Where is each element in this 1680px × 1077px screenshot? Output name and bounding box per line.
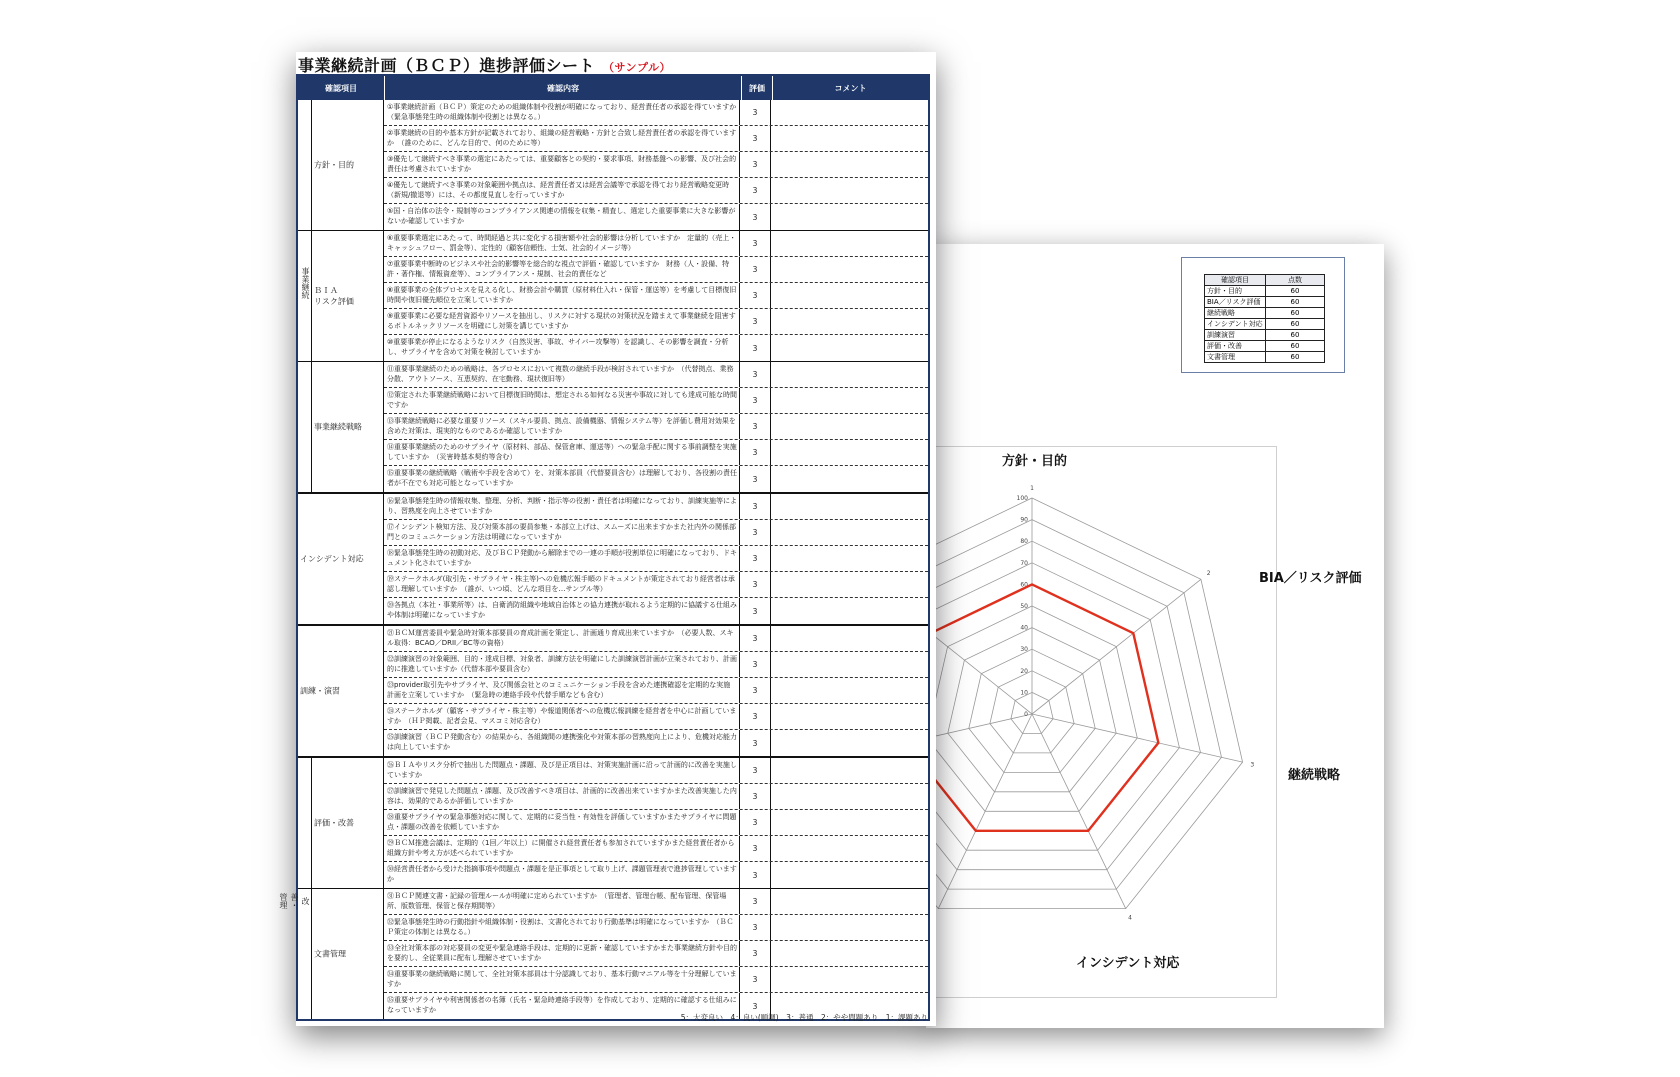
score-cell[interactable]: 3 <box>740 678 771 703</box>
comment-cell[interactable] <box>771 678 928 703</box>
score-cell[interactable]: 3 <box>740 862 771 888</box>
score-cell[interactable]: 3 <box>740 941 771 966</box>
radar-tick-label: 0 <box>1024 711 1028 718</box>
score-row-label: 評価・改善 <box>1205 341 1266 352</box>
score-row-label: BIA／リスク評価 <box>1205 297 1266 308</box>
comment-cell[interactable] <box>771 520 928 545</box>
check-item-text: ㉘重要サプライヤの緊急事態対応に関して、定期的に妥当性・有効性を評価していますかまたサプライヤに問題点・課題の改善を依頼していますか <box>384 810 740 835</box>
score-row-label: 訓練演習 <box>1205 330 1266 341</box>
score-row-value: 60 <box>1266 319 1325 330</box>
score-row <box>1205 308 1325 319</box>
score-header-points: 点数 <box>1266 275 1325 286</box>
table-row <box>384 362 928 388</box>
radar-axis-label-2: BIA／リスク評価 <box>1259 571 1362 586</box>
score-table <box>1204 274 1325 363</box>
comment-cell[interactable] <box>771 546 928 571</box>
check-group-name <box>298 626 384 756</box>
major-divider <box>311 889 312 1019</box>
comment-cell[interactable] <box>771 494 928 519</box>
major-divider <box>311 362 312 492</box>
major-category-label: 事業継続 <box>301 267 310 299</box>
check-group <box>298 100 928 230</box>
header-item: 確認項目 <box>298 76 385 100</box>
score-row-value: 60 <box>1266 308 1325 319</box>
table-row <box>384 204 928 230</box>
comment-cell[interactable] <box>771 967 928 992</box>
score-cell[interactable]: 3 <box>740 362 771 387</box>
radar-chart-page <box>926 244 1384 1028</box>
check-item-text: ㉑ＢＣＭ運営委員や緊急時対策本部要員の育成計画を策定し、計画通り育成出来ていますか （必要人数、スキル取得：BCAO／DRII／BC等の資格） <box>384 626 740 651</box>
table-row <box>384 283 928 309</box>
header-score: 評価 <box>742 76 773 100</box>
radar-chart <box>926 446 1384 1006</box>
score-cell[interactable]: 3 <box>740 626 771 651</box>
check-item-text: ⑳各拠点（本社・事業所等）は、自衛消防組織や地域自治体との協力連携が取れるよう定期的に協議する仕組みや体制は明確になっていますか <box>384 598 740 624</box>
table-header <box>298 76 928 100</box>
score-cell[interactable]: 3 <box>740 520 771 545</box>
score-cell[interactable]: 3 <box>740 810 771 835</box>
table-row <box>384 836 928 862</box>
table-row <box>384 889 928 915</box>
score-cell[interactable]: 3 <box>740 704 771 729</box>
score-row-value: 60 <box>1266 352 1325 363</box>
comment-cell[interactable] <box>771 126 928 151</box>
evaluation-table <box>279 74 930 1021</box>
radar-tick-label: 20 <box>1020 667 1028 675</box>
radar-tick-label: 80 <box>1020 538 1028 546</box>
radar-tick-label: 10 <box>1020 689 1028 697</box>
score-row <box>1205 352 1325 363</box>
check-item-text: ②事業継続の目的や基本方針が記載されており、組織の経営戦略・方針と合致し経営責任者の承認を得ていますか （誰のために、どんな目的で、何のために等） <box>384 126 740 151</box>
check-item-text: ㉚経営責任者から受けた指摘事項や問題点・課題を是正事項として取り上げ、課題管理表で進捗管理していますか <box>384 862 740 888</box>
check-item-text: ⑦重要事業中断時のビジネスや社会的影響等を総合的な視点で評価・確認していますか 財務（人・設備、特許・著作権、情報資産等）、コンプライアンス・規制、社会的責任など <box>384 257 740 282</box>
check-item-text: ④優先して継続すべき事業の対象範囲や拠点は、経営責任者又は経営会議等で承認を得ており経営戦略変更時（新規/撤退等）には、その都度見直しを行っていますか <box>384 178 740 203</box>
check-group-label: インシデント対応 <box>300 554 364 564</box>
score-row <box>1205 330 1325 341</box>
table-row <box>384 758 928 784</box>
comment-cell[interactable] <box>771 730 928 756</box>
comment-cell[interactable] <box>771 810 928 835</box>
table-row <box>384 678 928 704</box>
comment-cell[interactable] <box>771 257 928 282</box>
check-item-text: ⑪重要事業継続のための戦略は、各プロセスにおいて複数の継続手段が検討されていますか （代替拠点、業務分散、アウトソース、互恵契約、在宅勤務、現状復旧等） <box>384 362 740 387</box>
score-cell[interactable]: 3 <box>740 993 771 1019</box>
table-row <box>384 572 928 598</box>
score-cell[interactable]: 3 <box>740 257 771 282</box>
check-group <box>298 624 928 756</box>
table-row <box>384 784 928 810</box>
table-row <box>384 546 928 572</box>
header-comment: コメント <box>834 83 867 93</box>
score-cell[interactable]: 3 <box>740 440 771 465</box>
check-group-label: 評価・改善 <box>314 818 354 828</box>
score-cell[interactable]: 3 <box>740 598 771 624</box>
comment-cell[interactable] <box>771 178 928 203</box>
comment-cell[interactable] <box>771 598 928 624</box>
comment-cell[interactable] <box>771 889 928 914</box>
major-category-label: 改善・管理 <box>279 893 310 909</box>
check-item-text: ㉝全社対策本部の対応要員の変更や緊急連絡手段は、定期的に更新・確認していますかまた事業継続方針や目的を要約し、全従業員に配布し理解させていますか <box>384 941 740 966</box>
check-item-text: ㉓provider取引先やサプライヤ、及び関係会社とのコミュニケーション手段を含めた連携確認を定期的な実施計画を立案していますか （緊急時の連絡手段や代替手順なども含む） <box>384 678 740 703</box>
radar-axis-label-3: 継続戦略 <box>1288 768 1341 783</box>
comment-cell[interactable] <box>771 335 928 361</box>
score-cell[interactable]: 3 <box>740 836 771 861</box>
check-item-text: ①事業継続計画（ＢＣＰ）策定のための組織体制や役割が明確になっており、経営責任者の承認を得ていますか （緊急事態発生時の組織体制や役割とは異なる。） <box>384 100 740 125</box>
check-group <box>298 230 928 361</box>
table-row <box>384 388 928 414</box>
radar-tick-label: 40 <box>1020 624 1028 632</box>
check-group-label: 文書管理 <box>314 949 346 959</box>
header-content: 確認内容 <box>385 76 742 100</box>
check-item-text: ㉙ＢＣＭ推進会議は、定期的（1回／年以上）に開催され経営責任者も参加されていますかまた経営責任者から組織方針や考え方が述べられていますか <box>384 836 740 861</box>
table-row <box>384 100 928 126</box>
check-item-text: ㉖ＢＩＡやリスク分析で抽出した問題点・課題、及び是正項目は、対策実施計画に沿って計画的に改善を実施していますか <box>384 758 740 783</box>
check-group-label: 事業継続戦略 <box>314 422 362 432</box>
table-row <box>384 440 928 466</box>
score-row <box>1205 319 1325 330</box>
radar-axis-number: 3 <box>1250 761 1255 769</box>
table-row <box>384 335 928 361</box>
check-item-text: ⑤国・自治体の法令・規制等のコンプライアンス関連の情報を収集・精査し、選定した重要事業に大きな影響がないか確認していますか <box>384 204 740 230</box>
table-row <box>384 494 928 520</box>
score-cell[interactable]: 3 <box>740 309 771 334</box>
radar-axis-label-4: インシデント対応 <box>1076 956 1180 971</box>
score-cell[interactable]: 3 <box>740 126 771 151</box>
radar-axis-number: 2 <box>1206 570 1211 578</box>
check-item-text: ⑧重要事業の全体プロセスを見える化し、財務会計や購買（原材料仕入れ・保管・運送等）を考慮して目標復旧時間や復旧優先順位を立案していますか <box>384 283 740 308</box>
score-cell[interactable]: 3 <box>740 335 771 361</box>
score-row-value: 60 <box>1266 286 1325 297</box>
score-cell[interactable]: 3 <box>740 388 771 413</box>
score-cell[interactable]: 3 <box>740 730 771 756</box>
radar-axis-number: 4 <box>1128 914 1133 922</box>
comment-cell[interactable] <box>771 362 928 387</box>
table-row <box>384 941 928 967</box>
score-cell[interactable]: 3 <box>740 178 771 203</box>
score-row <box>1205 297 1325 308</box>
table-row <box>384 598 928 624</box>
comment-cell[interactable] <box>771 652 928 677</box>
check-item-text: ⑭重要事業継続のためのサプライヤ（原材料、部品、保管倉庫、運送等）への緊急手配に関する事前調整を実施していますか （災害時基本契約等含む） <box>384 440 740 465</box>
table-row <box>384 652 928 678</box>
score-cell[interactable]: 3 <box>740 967 771 992</box>
check-group-label: ＢＩＡ リスク評価 <box>314 286 354 306</box>
check-item-text: ⑥重要事業選定にあたって、時間経過と共に変化する損害額や社会的影響は分析していますか 定量的（売上・キャッシュフロー、罰金等）、定性的（顧客信頼性、士気、社会的イメージ等） <box>384 231 740 256</box>
table-row <box>384 915 928 941</box>
table-row <box>384 414 928 440</box>
radar-tick-label: 100 <box>1016 495 1028 502</box>
score-cell[interactable]: 3 <box>740 231 771 256</box>
radar-tick-label: 70 <box>1020 559 1028 567</box>
score-cell[interactable]: 3 <box>740 652 771 677</box>
check-group-label: 方針・目的 <box>314 160 354 170</box>
sheet-title <box>298 53 671 76</box>
check-item-text: ㉕訓練演習（ＢＣＰ発動含む）の結果から、各組織間の連携強化や対策本部の習熟度向上により、危機対応能力は向上していますか <box>384 730 740 756</box>
comment-cell[interactable] <box>771 440 928 465</box>
check-item-text: ㉞重要事業の継続戦略に関して、全社対策本部員は十分認識しており、基本行動マニアル等を十分理解していますか <box>384 967 740 992</box>
score-cell[interactable]: 3 <box>740 100 771 125</box>
comment-cell[interactable] <box>771 283 928 308</box>
table-row <box>384 466 928 492</box>
comment-cell[interactable] <box>771 414 928 439</box>
table-row <box>384 810 928 836</box>
check-item-text: ③優先して継続すべき事業の選定にあたっては、重要顧客との契約・要求事項、財務基盤への影響、及び社会的責任は考慮されていますか <box>384 152 740 177</box>
radar-axis-label-1: 方針・目的 <box>1002 454 1068 469</box>
check-group-name <box>298 494 384 624</box>
table-row <box>384 152 928 178</box>
comment-cell[interactable] <box>771 784 928 809</box>
table-row <box>384 862 928 888</box>
score-row-value: 60 <box>1266 330 1325 341</box>
radar-tick-label: 30 <box>1020 646 1028 654</box>
score-cell[interactable]: 3 <box>740 572 771 597</box>
major-divider <box>311 100 312 230</box>
table-row <box>384 730 928 756</box>
table-body <box>279 100 928 1019</box>
score-table-header <box>1205 275 1325 286</box>
comment-cell[interactable] <box>771 915 928 940</box>
evaluation-sheet-page <box>279 52 936 1026</box>
comment-cell[interactable] <box>771 836 928 861</box>
comment-cell[interactable] <box>771 758 928 783</box>
check-item-text: ⑬事業継続戦略に必要な重要リソース（スキル要員、拠点、設備機器、情報システム等）を評価し費用対効果を含めた対策は、現実的なものであるか確認していますか <box>384 414 740 439</box>
check-item-text: ⑰インシデント検知方法、及び対策本部の要員参集・本部立上げは、スムーズに出来ますかまた社内外の関係部門とのコミュニケーション方法は明確になっていますか <box>384 520 740 545</box>
comment-cell[interactable] <box>771 152 928 177</box>
table-row <box>384 520 928 546</box>
radar-spoke <box>1032 579 1201 714</box>
check-item-text: ㉔ステークホルダ（顧客・サプライヤ・株主等）や報道関係者への危機広報訓練を経営者を中心に計画していますか （ＨＰ掲載、記者会見、マスコミ対応含む） <box>384 704 740 729</box>
score-cell[interactable]: 3 <box>740 889 771 914</box>
comment-cell[interactable] <box>771 626 928 651</box>
check-item-text: ㉜緊急事態発生時の行動指針や組織体制・役割は、文書化されており行動基準は明確になっていますか （ＢＣＰ策定の体制とは異なる。） <box>384 915 740 940</box>
comment-cell[interactable] <box>771 572 928 597</box>
score-summary-box <box>1181 257 1345 373</box>
table-row <box>384 626 928 652</box>
comment-cell[interactable] <box>771 704 928 729</box>
table-row <box>384 704 928 730</box>
check-group-name <box>298 231 384 361</box>
check-item-text: ⑮重要事業の継続戦略（戦術や手段を含めて）を、対策本部員（代替要員含む）は理解しており、各役割の責任者が不在でも対応可能となっていますか <box>384 466 740 492</box>
score-row-value: 60 <box>1266 297 1325 308</box>
score-legend: 5：大変良い 4：良い(順調) 3：普通 2：やや問題あり 1：課題あり <box>680 1013 928 1022</box>
comment-cell[interactable] <box>771 204 928 230</box>
score-cell[interactable]: 3 <box>740 152 771 177</box>
comment-cell[interactable] <box>771 862 928 888</box>
score-row-label: 継続戦略 <box>1205 308 1266 319</box>
check-item-text: ⑱緊急事態発生時の初動対応、及びＢＣＰ発動から解除までの一連の手順が役割単位に明確になっており、ドキュメント化されていますか <box>384 546 740 571</box>
comment-cell[interactable] <box>771 388 928 413</box>
score-cell[interactable]: 3 <box>740 758 771 783</box>
comment-cell[interactable] <box>771 466 928 492</box>
comment-cell[interactable] <box>771 231 928 256</box>
score-cell[interactable]: 3 <box>740 466 771 492</box>
table-row <box>384 967 928 993</box>
check-item-text: ㉗訓練演習で発見した問題点・課題、及び改善すべき項目は、計画的に改善出来ていますかまた改善実施した内容は、効果的であるか評価していますか <box>384 784 740 809</box>
score-row <box>1205 341 1325 352</box>
score-cell[interactable]: 3 <box>740 283 771 308</box>
table-row <box>384 178 928 204</box>
comment-cell[interactable] <box>771 309 928 334</box>
check-item-text: ㉒訓練演習の対象範囲、目的・達成目標、対象者、訓練方法を明確にした訓練演習計画が立案されており、計画的に推進していますか（代替本部や要員含む） <box>384 652 740 677</box>
score-cell[interactable]: 3 <box>740 546 771 571</box>
radar-axis-number: 1 <box>1030 485 1034 492</box>
score-header-item: 確認項目 <box>1205 275 1266 286</box>
check-item-text: ⑯緊急事態発生時の情報収集、整理、分析、判断・指示等の役割・責任者は明確になっており、訓練実施等により、習熟度を向上させていますか <box>384 494 740 519</box>
table-row <box>384 231 928 257</box>
sample-note: （サンプル） <box>603 61 672 74</box>
check-item-text: ⑨重要事業に必要な経営資源やリソースを抽出し、リスクに対する現状の対策状況を踏まえて事業継続を阻害するボトルネックリソースを明確にし対策を講じていますか <box>384 309 740 334</box>
check-item-text: ㉛ＢＣＰ関連文書・記録の管理ルールが明確に定められていますか （管理者、管理台帳、配布管理、保管場所、版数管理、保管と保存期間等） <box>384 889 740 914</box>
major-divider <box>311 231 312 361</box>
score-cell[interactable]: 3 <box>740 204 771 230</box>
check-item-text: ⑫策定された事業継続戦略において目標復旧時間は、想定される如何なる災害や事故に対しても達成可能な時間ですか <box>384 388 740 413</box>
sheet-title-text: 事業継続計画（ＢＣＰ）進捗評価シート <box>298 56 596 75</box>
check-group-name <box>279 758 384 909</box>
radar-tick-label: 60 <box>1020 581 1028 589</box>
check-item-text: ⑩重要事業が停止になるようなリスク（自然災害、事故、サイバー攻撃等）を認識し、その影響を調査・分析し、サプライヤを含めて対策を検討していますか <box>384 335 740 361</box>
check-group <box>298 492 928 624</box>
major-divider <box>311 758 312 888</box>
table-row <box>384 126 928 152</box>
comment-cell[interactable] <box>771 941 928 966</box>
check-group-name <box>298 100 384 230</box>
score-cell[interactable]: 3 <box>740 784 771 809</box>
score-cell[interactable]: 3 <box>740 915 771 940</box>
radar-spoke <box>1032 714 1243 762</box>
check-item-text: ㉟重要サプライヤや利害関係者の名簿（氏名・緊急時連絡手段等）を作成しており、定期的に確認する仕組みになっていますか <box>384 993 740 1019</box>
check-group-name <box>298 362 384 492</box>
score-row-label: 方針・目的 <box>1205 286 1266 297</box>
score-cell[interactable]: 3 <box>740 494 771 519</box>
comment-cell[interactable] <box>771 100 928 125</box>
score-row-value: 60 <box>1266 341 1325 352</box>
check-group-label: 訓練・演習 <box>300 686 340 696</box>
radar-tick-label: 90 <box>1020 516 1028 524</box>
check-group <box>298 361 928 492</box>
score-row-label: 文書管理 <box>1205 352 1266 363</box>
score-row-label: インシデント対応 <box>1205 319 1266 330</box>
score-row <box>1205 286 1325 297</box>
table-row <box>384 309 928 335</box>
score-cell[interactable]: 3 <box>740 414 771 439</box>
table-row <box>384 257 928 283</box>
check-item-text: ⑲ステークホルダ(取引先・サプライヤ・株主等)への危機広報手順のドキュメントが策定されており経営者は承認し理解していますか （誰が、いつ頃、どんな項目を…サンプル等） <box>384 572 740 597</box>
radar-tick-label: 50 <box>1020 603 1028 610</box>
